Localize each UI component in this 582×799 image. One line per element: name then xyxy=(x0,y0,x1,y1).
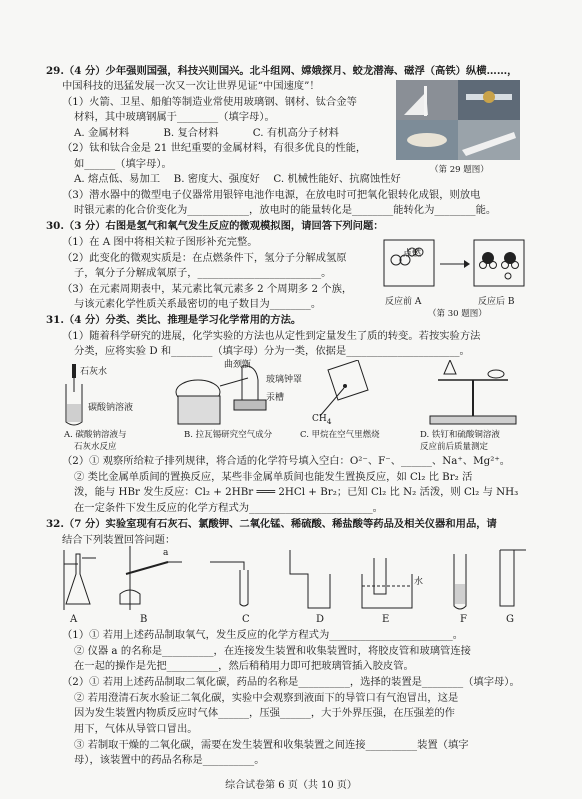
q31-line-1: 31.（4 分）分类、类比、推理是学习化学常用的方法。 xyxy=(46,314,302,326)
q32-label-water: 水 xyxy=(414,577,424,587)
q29-line-4: 材料，其中玻璃钢属于________（填字母）。 xyxy=(74,111,275,123)
q31-line-5: ② 类比金属单质间的置换反应，某些非金属单质间也能发生置换反应，如 Cl₂ 比 Br₂ 活 xyxy=(74,471,473,483)
q31-label-bell-jar: 玻璃钟罩 xyxy=(266,375,303,385)
q29-line-6: （2）钛和钛合金是 21 世纪重要的金属材料，有很多优良的性能， xyxy=(62,142,367,154)
q31-label-mercury-trough: 汞槽 xyxy=(266,393,285,403)
q30-line-3: （2）此变化的微观实质是：在点燃条件下，氢分子分解成氢原 xyxy=(62,252,347,264)
q29-line-8: A. 熔点低、易加工 B. 密度大、强度好 C. 机械性能好、抗腐蚀性好 xyxy=(74,173,401,185)
q31-label-na2co3: 碳酸钠溶液 xyxy=(88,403,134,413)
q31-line-4: （2）① 观察所给粒子排列规律，将合适的化学符号填入空白：O²⁻、F⁻、______、Na⁺、Mg²⁺。 xyxy=(62,455,511,467)
q31-caption-d-2: 反应前后质量测定 xyxy=(420,442,489,452)
q31-caption-a-1: A. 碳酸钠溶液与 xyxy=(64,430,127,440)
q31-label-limewater: 石灰水 xyxy=(80,367,108,377)
q30-line-6: 与该元素化学性质关系最密切的电子数目为________。 xyxy=(74,298,322,310)
q31-line-3: 分类，应将实验 D 和________（填字母）分为一类，依据是______________________。 xyxy=(74,345,470,357)
q31-label-methane: $CH_4$ xyxy=(312,414,332,426)
q32-letter-f: F xyxy=(460,614,467,625)
q32-line-5: 在一起的操作是先把__________，然后稍稍用力即可把玻璃管插入胶皮管。 xyxy=(74,660,414,672)
q29-photo-collage xyxy=(396,80,520,160)
q31-label-retort: 曲颈甑 xyxy=(224,360,252,370)
q30-figure-caption: （第 30 题图） xyxy=(428,309,487,319)
q32-line-7: ② 若用澄清石灰水验证二氧化碳，实验中会观察到液面下的导管口有气泡冒出，这是 xyxy=(74,692,459,704)
page-footer: 综合试卷第 6 页（共 10 页） xyxy=(225,780,357,791)
q31-caption-a-2: 石灰水反应 xyxy=(74,442,117,452)
q31-experiment-figures xyxy=(58,360,526,428)
q30-label-before-a: 反应前 A xyxy=(385,297,422,307)
q29-figure-caption: （第 29 题图） xyxy=(430,165,489,175)
q32-letter-b: B xyxy=(140,614,148,625)
q30-line-1: 30.（3 分）右图是氢气和氧气发生反应的微观模拟图，请回答下列问题： xyxy=(46,220,384,232)
q32-line-11: 母），该装置中的药品名称是__________。 xyxy=(74,754,265,766)
q30-ignite-label: 点燃 xyxy=(403,249,422,259)
q31-caption-c: C. 甲烷在空气里燃烧 xyxy=(300,430,380,440)
q31-line-7: 在一定条件下发生反应的化学方程式为________________________。 xyxy=(74,502,383,514)
q32-line-2: 结合下列装置回答问题： xyxy=(62,534,176,546)
q32-letter-d: D xyxy=(316,614,325,625)
q29-line-7: 如______（填字母）。 xyxy=(74,158,172,170)
q29-line-2: 中国科技的迅猛发展一次又一次让世界见证“中国速度”！ xyxy=(62,80,320,92)
q30-label-after-b: 反应后 B xyxy=(478,297,515,307)
q32-letter-a: A xyxy=(70,614,78,625)
q29-line-3: （1）火箭、卫星、船舶等制造业常使用玻璃钢、钢材、钛合金等 xyxy=(62,96,357,108)
q31-caption-d-1: D. 铁钉和硫酸铜溶液 xyxy=(420,430,500,440)
q32-label-a: a xyxy=(163,548,169,558)
q31-line-2: （1）随着科学研究的进展，化学实验的方法也从定性到定量发生了质的转变。若按实验方法 xyxy=(62,330,481,342)
q32-letter-e: E xyxy=(382,614,390,625)
q30-line-5: （3）在元素周期表中，某元素比氧元素多 2 个周期多 2 个族， xyxy=(62,283,353,295)
q32-line-9: 用下，气体从导管口冒出。 xyxy=(74,723,198,735)
q32-line-6: （2）① 若用上述药品制取二氧化碳，药品的名称是__________，选择的装置是________（填字母）。 xyxy=(62,676,520,688)
q29-line-1: 29.（4 分）少年强则国强，科技兴则国兴。北斗组网、嫦娥探月、蛟龙潜海、磁浮（高铁）纵横……， xyxy=(46,65,518,77)
q29-line-5: A. 金属材料 B. 复合材料 C. 有机高分子材料 xyxy=(74,127,339,139)
q32-line-8: 因为发生装置内物质反应时气体______，压强______，大于外界压强，在压强差的作 xyxy=(74,707,455,719)
q32-line-10: ③ 若制取干燥的二氧化碳，需要在发生装置和收集装置之间连接__________装置（填字 xyxy=(74,739,469,751)
q32-letter-c: C xyxy=(242,614,250,625)
q29-line-10: 时银元素的化合价变化为____________，放电时的能量转化是________能转化为________能。 xyxy=(74,204,497,216)
q29-line-9: （3）潜水器中的微型电子仪器常用银锌电池作电源，在放电时可把氧化银转化成银，则放电 xyxy=(62,189,481,201)
q30-line-2: （1）在 A 图中将相关粒子图形补充完整。 xyxy=(62,236,258,248)
q32-letter-g: G xyxy=(506,614,514,625)
q32-line-4: ② 仪器 a 的名称是__________，在连接发生装置和收集装置时，将胶皮管和玻璃管连接 xyxy=(74,645,471,657)
q31-line-6: 泼，能与 HBr 发生反应：Cl₂ + 2HBr ═══ 2HCl + Br₂；已知 Cl₂ 比 N₂ 活泼，则 Cl₂ 与 NH₃ xyxy=(74,486,519,498)
q32-line-3: （1）① 若用上述药品制取氧气，发生反应的化学方程式为________________________。 xyxy=(62,629,464,641)
q32-line-1: 32.（7 分）实验室现有石灰石、氯酸钾、二氧化锰、稀硫酸、稀盐酸等药品及相关仪器和用品，请 xyxy=(46,518,497,530)
q31-caption-b: B. 拉瓦锡研究空气成分 xyxy=(184,430,273,440)
q32-apparatus-figures xyxy=(60,544,530,614)
q30-line-4: 子，氧分子分解成氧原子，________________________。 xyxy=(74,267,332,279)
